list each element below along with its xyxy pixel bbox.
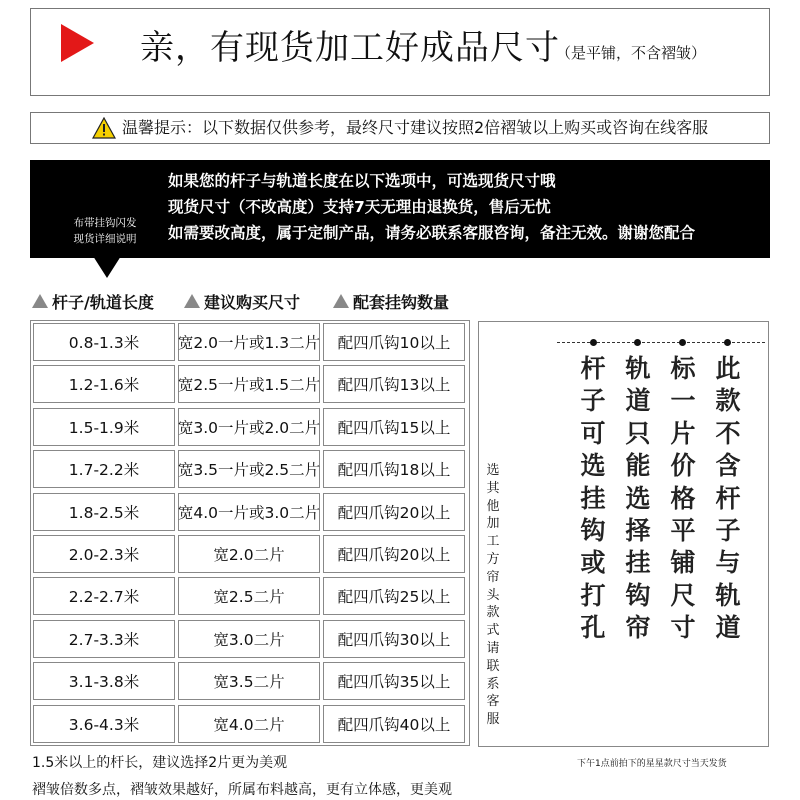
- cell-length: 2.2-2.7米: [33, 577, 175, 615]
- cell-size: 宽4.0二片: [178, 705, 320, 743]
- triangle-up-icon: [32, 294, 48, 308]
- vertical-text-1: 杆子可选挂钩或打孔: [580, 354, 606, 643]
- cell-hooks: 配四爪钩15以上: [323, 408, 465, 446]
- triangle-up-icon: [333, 294, 349, 308]
- cell-size: 宽3.5二片: [178, 662, 320, 700]
- banner-line-1: 如果您的杆子与轨道长度在以下选项中，可选现货尺寸哦: [168, 172, 556, 190]
- banner-line-3: 如需要改高度，属于定制产品，请务必联系客服咨询，备注无效。谢谢您配合: [168, 224, 696, 242]
- triangle-up-icon: [184, 294, 200, 308]
- cell-hooks: 配四爪钩35以上: [323, 662, 465, 700]
- cell-hooks: 配四爪钩13以上: [323, 365, 465, 403]
- dot-icon: [590, 339, 597, 346]
- side-note: 选其他加工方帘头款式请联系客服: [486, 463, 500, 728]
- cell-hooks: 配四爪钩18以上: [323, 450, 465, 488]
- warning-icon: [92, 117, 116, 139]
- cell-size: 宽2.5二片: [178, 577, 320, 615]
- play-arrow-icon: [61, 24, 94, 62]
- cell-hooks: 配四爪钩30以上: [323, 620, 465, 658]
- footer-note-2: 褶皱倍数多点，褶皱效果越好，所属布料越高，更有立体感，更美观: [32, 782, 452, 798]
- banner-side-label: 布带挂钩闪发 现货详细说明: [73, 217, 137, 245]
- footer-note-1: 1.5米以上的杆长，建议选择2片更为美观: [32, 755, 288, 771]
- cell-length: 1.5-1.9米: [33, 408, 175, 446]
- footer-note-right: 下午1点前拍下的星星款尺寸当天发货: [577, 759, 727, 769]
- cell-length: 2.0-2.3米: [33, 535, 175, 573]
- page-subtitle: （是平铺，不含褶皱）: [556, 44, 707, 62]
- cell-size: 宽4.0一片或3.0二片: [178, 493, 320, 531]
- cell-size: 宽3.5一片或2.5二片: [178, 450, 320, 488]
- cell-size: 宽2.0二片: [178, 535, 320, 573]
- size-table: [30, 320, 470, 746]
- cell-length: 0.8-1.3米: [33, 323, 175, 361]
- cell-length: 1.2-1.6米: [33, 365, 175, 403]
- cell-size: 宽2.0一片或1.3二片: [178, 323, 320, 361]
- column-header-hooks: 配套挂钩数量: [333, 290, 449, 312]
- cell-length: 3.6-4.3米: [33, 705, 175, 743]
- dot-icon: [634, 339, 641, 346]
- cell-size: 宽3.0二片: [178, 620, 320, 658]
- banner-pointer-icon: [93, 256, 121, 278]
- column-header-length: 杆子/轨道长度: [32, 290, 154, 312]
- dashed-divider: [557, 342, 765, 343]
- dot-icon: [724, 339, 731, 346]
- tip-text: 温馨提示：以下数据仅供参考，最终尺寸建议按照2倍褶皱以上购买或咨询在线客服: [122, 118, 709, 137]
- cell-length: 1.8-2.5米: [33, 493, 175, 531]
- cell-hooks: 配四爪钩25以上: [323, 577, 465, 615]
- banner-line-2: 现货尺寸（不改高度）支持7天无理由退换货，售后无忧: [168, 198, 551, 216]
- cell-length: 3.1-3.8米: [33, 662, 175, 700]
- vertical-text-2: 轨道只能选择挂钩帘: [625, 354, 651, 643]
- vertical-text-3: 标一片价格平铺尺寸: [670, 354, 696, 643]
- cell-size: 宽3.0一片或2.0二片: [178, 408, 320, 446]
- cell-hooks: 配四爪钩20以上: [323, 493, 465, 531]
- cell-size: 宽2.5一片或1.5二片: [178, 365, 320, 403]
- cell-length: 1.7-2.2米: [33, 450, 175, 488]
- column-header-size: 建议购买尺寸: [184, 290, 300, 312]
- page-title: 亲，有现货加工好成品尺寸: [140, 28, 560, 68]
- vertical-text-4: 此款不含杆子与轨道: [715, 354, 741, 643]
- dot-icon: [679, 339, 686, 346]
- cell-hooks: 配四爪钩20以上: [323, 535, 465, 573]
- cell-hooks: 配四爪钩40以上: [323, 705, 465, 743]
- cell-length: 2.7-3.3米: [33, 620, 175, 658]
- cell-hooks: 配四爪钩10以上: [323, 323, 465, 361]
